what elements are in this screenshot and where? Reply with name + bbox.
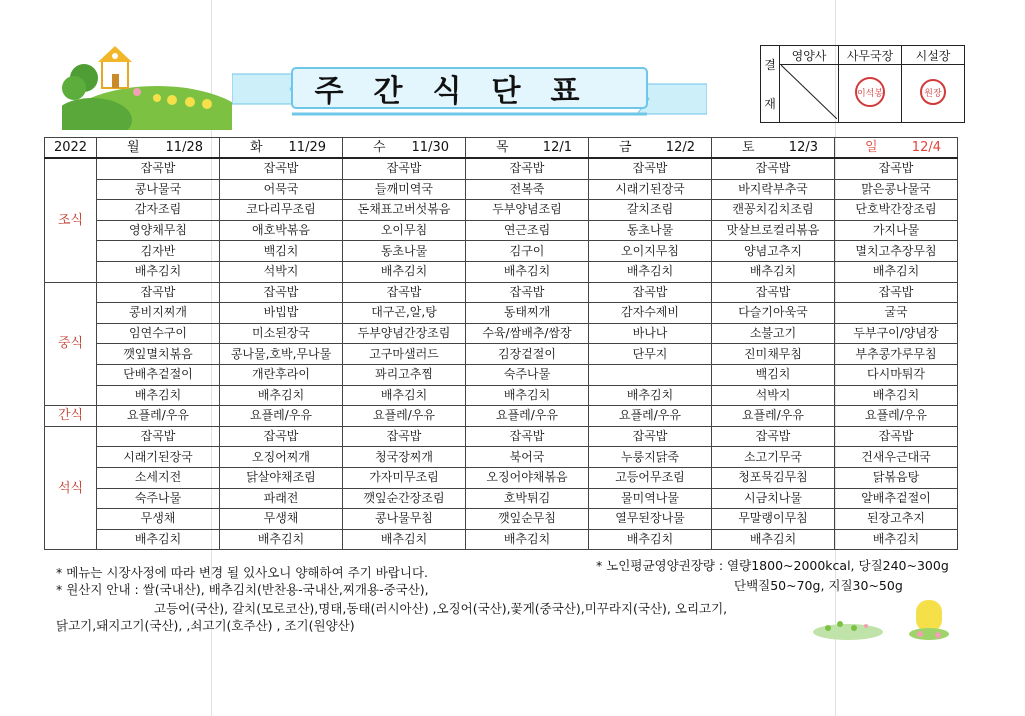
menu-item: 배추김치	[97, 385, 220, 406]
menu-item: 대구곤,알,탕	[343, 303, 466, 324]
origin-notice-line3: 닭고기,돼지고기(국산), ,쇠고기(호주산) , 조기(원양산)	[56, 618, 355, 633]
day-name: 금	[619, 140, 632, 155]
menu-item: 잡곡밥	[835, 282, 958, 303]
approval-signature-office-manager	[839, 65, 902, 123]
menu-item: 잡곡밥	[835, 426, 958, 447]
menu-item: 무생채	[220, 509, 343, 530]
menu-item: 배추김치	[589, 261, 712, 282]
menu-item: 깻잎순간장조림	[343, 488, 466, 509]
menu-item: 콩비지찌개	[97, 303, 220, 324]
menu-item: 요플레/우유	[220, 406, 343, 427]
menu-item: 두부양념조림	[466, 200, 589, 221]
approval-side-top: 결	[764, 58, 776, 72]
menu-row-lunch	[45, 303, 958, 324]
menu-item: 잡곡밥	[97, 158, 220, 179]
menu-item: 다시마튀각	[835, 364, 958, 385]
menu-item: 요플레/우유	[466, 406, 589, 427]
menu-item: 캔꽁치김치조림	[712, 200, 835, 221]
menu-item: 콩나물,호박,무나물	[220, 344, 343, 365]
menu-item: 요플레/우유	[97, 406, 220, 427]
menu-row-breakfast	[45, 158, 958, 179]
menu-item: 배추김치	[712, 529, 835, 550]
menu-item: 양념고추지	[712, 241, 835, 262]
menu-item: 배추김치	[343, 261, 466, 282]
menu-item: 가자미무조림	[343, 467, 466, 488]
menu-item: 잡곡밥	[589, 282, 712, 303]
menu-item: 김장겉절이	[466, 344, 589, 365]
menu-item: 어묵국	[220, 179, 343, 200]
menu-item: 배추김치	[343, 529, 466, 550]
menu-item: 요플레/우유	[589, 406, 712, 427]
menu-row-dinner	[45, 529, 958, 550]
menu-item: 잡곡밥	[712, 282, 835, 303]
menu-item: 개란후라이	[220, 364, 343, 385]
menu-row-dinner	[45, 488, 958, 509]
menu-item: 숙주나물	[466, 364, 589, 385]
approval-side-bottom: 재	[764, 97, 776, 111]
menu-item: 잡곡밥	[466, 282, 589, 303]
nutrition-standard-line2: 단백질50~70g, 지질30~50g	[734, 578, 903, 593]
menu-item: 호박튀김	[466, 488, 589, 509]
day-header	[835, 138, 958, 159]
menu-row-lunch	[45, 282, 958, 303]
menu-item: 동초나물	[343, 241, 466, 262]
menu-row-lunch	[45, 344, 958, 365]
menu-item: 감자수제비	[589, 303, 712, 324]
menu-item: 시래기된장국	[589, 179, 712, 200]
menu-item: 잡곡밥	[97, 426, 220, 447]
menu-item: 들깨미역국	[343, 179, 466, 200]
menu-item: 석박지	[220, 261, 343, 282]
menu-item: 진미채무침	[712, 344, 835, 365]
menu-item: 배추김치	[835, 529, 958, 550]
menu-item: 청국장찌개	[343, 447, 466, 468]
menu-item: 배추김치	[466, 261, 589, 282]
approval-role-office-manager: 사무국장	[839, 46, 902, 65]
menu-item: 오징어찌개	[220, 447, 343, 468]
day-date: 11/28	[165, 140, 203, 155]
menu-row-dinner	[45, 426, 958, 447]
menu-item: 단배추겉절이	[97, 364, 220, 385]
menu-row-breakfast	[45, 200, 958, 221]
menu-item: 바나나	[589, 323, 712, 344]
menu-item: 잡곡밥	[466, 158, 589, 179]
origin-notice-line2: 고등어(국산), 갈치(모로코산),명태,동태(러시아산) ,오징어(국산),꽃게(중국산),미꾸라지(국산), 오리고기,	[154, 601, 728, 616]
menu-row-breakfast	[45, 179, 958, 200]
approval-role-director: 시설장	[902, 46, 965, 65]
menu-item	[589, 364, 712, 385]
menu-item: 코다리무조림	[220, 200, 343, 221]
menu-item: 요플레/우유	[712, 406, 835, 427]
menu-row-breakfast	[45, 241, 958, 262]
menu-item: 꽈리고추찜	[343, 364, 466, 385]
menu-row-snack	[45, 406, 958, 427]
menu-item: 알배추겉절이	[835, 488, 958, 509]
menu-row-lunch	[45, 385, 958, 406]
menu-item: 배추김치	[466, 385, 589, 406]
approval-role-nutritionist: 영양사	[780, 46, 839, 65]
day-header	[220, 138, 343, 159]
menu-item: 오이무침	[343, 220, 466, 241]
menu-item: 콩나물국	[97, 179, 220, 200]
diagonal-strike	[781, 65, 837, 119]
menu-item: 두부양념간장조림	[343, 323, 466, 344]
day-header	[97, 138, 220, 159]
menu-item: 갈치조림	[589, 200, 712, 221]
approval-box	[760, 45, 965, 123]
menu-item: 요플레/우유	[343, 406, 466, 427]
svg-text:원장: 원장	[924, 89, 942, 99]
menu-item: 무생채	[97, 509, 220, 530]
menu-item: 배추김치	[466, 529, 589, 550]
menu-item: 잡곡밥	[835, 158, 958, 179]
day-name: 화	[250, 140, 263, 155]
year-cell: 2022	[45, 138, 97, 159]
menu-item: 청포묵김무침	[712, 467, 835, 488]
day-date: 12/4	[911, 140, 941, 155]
menu-item: 맑은콩나물국	[835, 179, 958, 200]
menu-item: 연근조림	[466, 220, 589, 241]
day-name: 수	[373, 140, 386, 155]
menu-item: 잡곡밥	[712, 426, 835, 447]
menu-item: 두부구이/양념장	[835, 323, 958, 344]
menu-item: 오징어야채볶음	[466, 467, 589, 488]
menu-item: 잡곡밥	[220, 158, 343, 179]
day-header	[712, 138, 835, 159]
day-date: 12/3	[788, 140, 818, 155]
menu-item: 무말랭이무침	[712, 509, 835, 530]
menu-item: 고등어무조림	[589, 467, 712, 488]
menu-item: 파래전	[220, 488, 343, 509]
menu-item: 누룽지닭죽	[589, 447, 712, 468]
menu-row-lunch	[45, 323, 958, 344]
red-seal-stamp	[918, 77, 948, 107]
menu-item: 소세지전	[97, 467, 220, 488]
day-header	[589, 138, 712, 159]
menu-item: 열무된장나물	[589, 509, 712, 530]
menu-item: 배추김치	[835, 261, 958, 282]
menu-item: 잡곡밥	[589, 426, 712, 447]
menu-item: 미소된장국	[220, 323, 343, 344]
menu-item: 다슬기아욱국	[712, 303, 835, 324]
svg-text:이석봉: 이석봉	[856, 89, 884, 99]
meal-label-snack: 간식	[45, 406, 97, 427]
meal-label-dinner: 석식	[45, 426, 97, 550]
menu-row-breakfast	[45, 220, 958, 241]
menu-item: 김구이	[466, 241, 589, 262]
menu-item: 굴국	[835, 303, 958, 324]
menu-item: 돈채표고버섯볶음	[343, 200, 466, 221]
menu-item: 단호박간장조림	[835, 200, 958, 221]
nutrition-standard-line1: * 노인평균영양권장량 : 열량1800~2000kcal, 당질240~300g	[596, 558, 949, 573]
menu-item: 동태찌개	[466, 303, 589, 324]
menu-item: 배추김치	[97, 529, 220, 550]
menu-item: 단무지	[589, 344, 712, 365]
origin-notice-line1: * 원산지 안내 : 쌀(국내산), 배추김치(반찬용-국내산,찌개용-중국산),	[56, 582, 429, 597]
menu-item: 배추김치	[835, 385, 958, 406]
meal-label-lunch: 중식	[45, 282, 97, 406]
approval-signature-director	[902, 65, 965, 123]
day-header	[466, 138, 589, 159]
menu-item: 바지락부추국	[712, 179, 835, 200]
menu-item: 닭볶음탕	[835, 467, 958, 488]
menu-item: 깻잎순무침	[466, 509, 589, 530]
table-header-row	[45, 138, 958, 159]
menu-item: 백김치	[220, 241, 343, 262]
menu-item: 요플레/우유	[835, 406, 958, 427]
menu-item: 잡곡밥	[712, 158, 835, 179]
menu-item: 감자조림	[97, 200, 220, 221]
menu-item: 동초나물	[589, 220, 712, 241]
approval-signature-nutritionist	[780, 65, 839, 123]
menu-item: 소불고기	[712, 323, 835, 344]
red-seal-stamp	[853, 75, 887, 109]
menu-item: 잡곡밥	[466, 426, 589, 447]
menu-item: 임연수구이	[97, 323, 220, 344]
day-date: 11/29	[288, 140, 326, 155]
menu-item: 된장고추지	[835, 509, 958, 530]
menu-item: 시금치나물	[712, 488, 835, 509]
menu-item: 오이지무침	[589, 241, 712, 262]
day-name: 목	[496, 140, 509, 155]
day-name: 토	[742, 140, 755, 155]
page-title: 주간식단표	[314, 74, 610, 109]
menu-item: 잡곡밥	[343, 282, 466, 303]
menu-item: 배추김치	[343, 385, 466, 406]
day-date: 11/30	[411, 140, 449, 155]
menu-row-dinner	[45, 447, 958, 468]
menu-item: 백김치	[712, 364, 835, 385]
menu-row-dinner	[45, 509, 958, 530]
menu-item: 잡곡밥	[589, 158, 712, 179]
menu-item: 콩나물무침	[343, 509, 466, 530]
change-notice: * 메뉴는 시장사정에 따라 변경 될 있사오니 양해하여 주기 바랍니다.	[56, 565, 429, 580]
menu-item: 소고기무국	[712, 447, 835, 468]
menu-item: 배추김치	[220, 385, 343, 406]
menu-row-breakfast	[45, 261, 958, 282]
menu-item: 잡곡밥	[343, 426, 466, 447]
menu-item: 멸치고추장무침	[835, 241, 958, 262]
weekly-menu-table	[44, 137, 958, 550]
menu-item: 고구마샐러드	[343, 344, 466, 365]
day-header	[343, 138, 466, 159]
school-hill-illustration	[62, 40, 232, 130]
menu-item: 배추김치	[97, 261, 220, 282]
menu-item: 잡곡밥	[343, 158, 466, 179]
menu-item: 애호박볶음	[220, 220, 343, 241]
menu-item: 전복죽	[466, 179, 589, 200]
menu-item: 잡곡밥	[220, 426, 343, 447]
day-name: 일	[865, 140, 878, 155]
meal-label-breakfast: 조식	[45, 158, 97, 282]
menu-item: 배추김치	[589, 385, 712, 406]
menu-item: 숙주나물	[97, 488, 220, 509]
menu-item: 가지나물	[835, 220, 958, 241]
day-date: 12/1	[542, 140, 572, 155]
menu-item: 김자반	[97, 241, 220, 262]
menu-item: 닭살야채조림	[220, 467, 343, 488]
menu-row-dinner	[45, 467, 958, 488]
menu-item: 석박지	[712, 385, 835, 406]
menu-item: 영양채무침	[97, 220, 220, 241]
menu-item: 건새우근대국	[835, 447, 958, 468]
day-date: 12/2	[665, 140, 695, 155]
menu-item: 바빕밥	[220, 303, 343, 324]
menu-row-lunch	[45, 364, 958, 385]
menu-item: 부추콩가루무침	[835, 344, 958, 365]
menu-item: 깻잎멸치볶음	[97, 344, 220, 365]
menu-item: 물미역나물	[589, 488, 712, 509]
day-name: 월	[127, 140, 140, 155]
menu-item: 맛살브로컬리볶음	[712, 220, 835, 241]
menu-item: 잡곡밥	[220, 282, 343, 303]
flower-field-illustration	[808, 592, 953, 642]
menu-item: 잡곡밥	[97, 282, 220, 303]
menu-item: 배추김치	[589, 529, 712, 550]
menu-item: 북어국	[466, 447, 589, 468]
menu-item: 시래기된장국	[97, 447, 220, 468]
menu-item: 배추김치	[712, 261, 835, 282]
menu-item: 배추김치	[220, 529, 343, 550]
menu-item: 수육/쌈배추/쌈장	[466, 323, 589, 344]
